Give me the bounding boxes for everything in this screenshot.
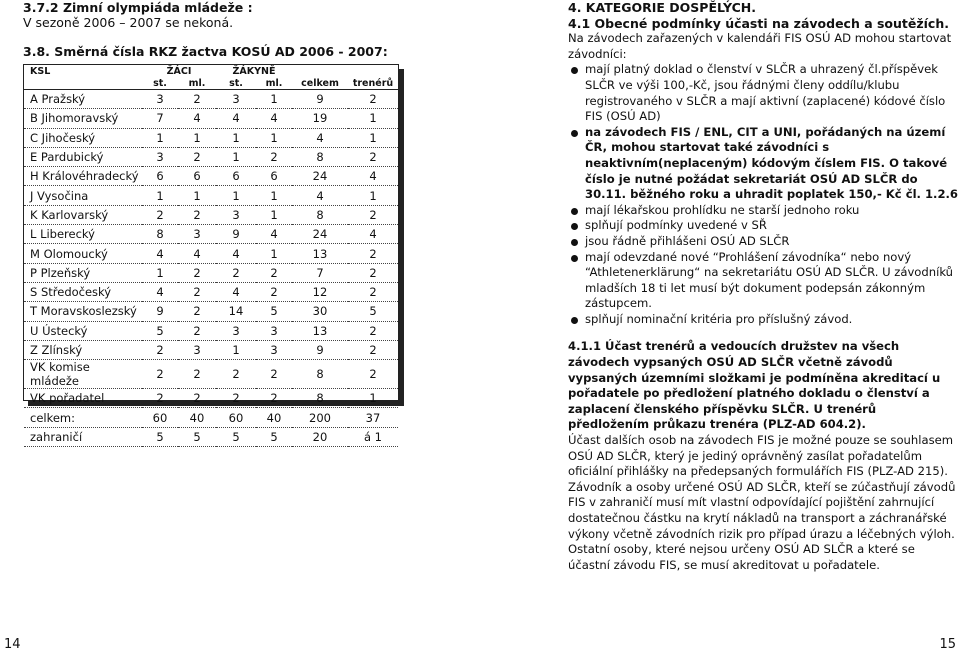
row-value: 60: [142, 408, 178, 427]
row-label: U Ústecký: [24, 321, 142, 340]
table-row: [24, 321, 398, 340]
row-value: 5: [256, 427, 292, 446]
row-value: 4: [292, 128, 348, 147]
row-value: 1: [142, 186, 178, 205]
table-row: [24, 109, 398, 128]
row-value: 2: [142, 360, 178, 389]
table-row: [24, 147, 398, 166]
row-value: 1: [142, 263, 178, 282]
row-value: á 1: [348, 427, 398, 446]
header-celkem: celkem: [292, 77, 348, 90]
row-value: 4: [348, 225, 398, 244]
row-value: 3: [216, 321, 256, 340]
row-value: 1: [216, 186, 256, 205]
row-value: 4: [216, 244, 256, 263]
table-row: [24, 128, 398, 147]
row-value: 2: [216, 389, 256, 408]
quota-table-box: [23, 64, 402, 444]
header-zaci: ŽÁCI: [166, 65, 192, 77]
table-row: [24, 263, 398, 282]
row-value: 7: [142, 109, 178, 128]
row-value: 2: [348, 360, 398, 389]
row-value: 4: [178, 109, 216, 128]
row-label: J Vysočina: [24, 186, 142, 205]
row-value: 5: [178, 427, 216, 446]
row-value: 1: [348, 186, 398, 205]
row-value: 9: [292, 340, 348, 359]
row-value: 2: [178, 263, 216, 282]
table-row: [24, 427, 398, 446]
row-value: 2: [178, 360, 216, 389]
row-value: 2: [178, 389, 216, 408]
section-heading-3-7-2: 3.7.2 Zimní olympiáda mládeže :: [23, 0, 253, 15]
row-value: 200: [292, 408, 348, 427]
bullet-item: splňují podmínky uvedené v SŘ: [568, 218, 960, 234]
row-value: 1: [216, 147, 256, 166]
row-label: VK pořadatel: [24, 389, 142, 408]
paragraph: Ostatní osoby, které nejsou určeny OSÚ AD SLČR a které se účastní závodu FIS, se musí akreditovat u pořadatele.: [568, 542, 915, 572]
table-row: [24, 340, 398, 359]
table-row: [24, 186, 398, 205]
row-value: 2: [142, 340, 178, 359]
row-value: 2: [178, 302, 216, 321]
row-label: E Pardubický: [24, 147, 142, 166]
row-value: 1: [348, 128, 398, 147]
row-value: 37: [348, 408, 398, 427]
row-value: 4: [256, 109, 292, 128]
row-label: VK komise mládeže: [24, 360, 142, 389]
row-value: 2: [178, 90, 216, 109]
row-value: 24: [292, 225, 348, 244]
table-body: [24, 90, 398, 447]
row-label: P Plzeňský: [24, 263, 142, 282]
quota-table: [23, 64, 399, 444]
row-value: 6: [142, 167, 178, 186]
row-label: K Karlovarský: [24, 205, 142, 224]
table-row: [24, 205, 398, 224]
row-value: 2: [348, 205, 398, 224]
row-value: 2: [178, 282, 216, 301]
section-title-4-1: 4.1 Obecné podmínky účasti na závodech a soutěžích.: [568, 15, 949, 31]
table-row: [24, 408, 398, 427]
row-value: 40: [256, 408, 292, 427]
row-label: M Olomoucký: [24, 244, 142, 263]
row-value: 8: [142, 225, 178, 244]
row-label: B Jihomoravský: [24, 109, 142, 128]
paragraph: Účast dalších osob na závodech FIS je možné pouze se souhlasem OSÚ AD SLČR, který je jediný oprávněný zasílat pořadatelům oficiální přihlášky na předepsaných formulářích FIS (PLZ-AD 215).: [568, 433, 954, 479]
row-value: 8: [292, 360, 348, 389]
row-value: 14: [216, 302, 256, 321]
row-value: 3: [256, 321, 292, 340]
row-value: 13: [292, 244, 348, 263]
row-value: 1: [348, 109, 398, 128]
row-value: 9: [142, 302, 178, 321]
row-value: 3: [256, 340, 292, 359]
row-value: 8: [292, 147, 348, 166]
section-heading-3-8: 3.8. Směrná čísla RKZ žactva KOSÚ AD 2006 - 2007:: [23, 44, 388, 59]
row-value: 5: [142, 321, 178, 340]
row-value: 3: [142, 147, 178, 166]
row-value: 2: [256, 147, 292, 166]
row-value: 7: [292, 263, 348, 282]
row-value: 24: [292, 167, 348, 186]
row-value: 4: [178, 244, 216, 263]
table-row: [24, 360, 398, 389]
bullet-item: mají odevzdané nové “Prohlášení závodníka“ nebo nový “Athletenerklärung“ na sekretariátu OSÚ AD SLČR. U závodníků mladších 18 ti let musí být dokument podepsán zákonným zástupcem.: [568, 250, 960, 312]
row-value: 2: [348, 321, 398, 340]
bullet-item: splňují nominační kritéria pro příslušný závod.: [568, 312, 960, 328]
row-value: 2: [348, 282, 398, 301]
bullet-item: mají platný doklad o členství v SLČR a uhrazený čl.příspěvek SLČR ve výši 100,-Kč, jsou řádnými členy oddílu/klubu registrovaného v SLČR a mají aktivní (zaplacené) kódové číslo FIS (OSÚ AD): [568, 62, 960, 124]
row-value: 4: [256, 225, 292, 244]
table-row: [24, 225, 398, 244]
row-value: 5: [216, 427, 256, 446]
row-value: 2: [178, 321, 216, 340]
row-value: 1: [216, 340, 256, 359]
left-column: [23, 0, 408, 59]
row-label: Z Zlínský: [24, 340, 142, 359]
row-value: 20: [292, 427, 348, 446]
header-st: st.: [142, 77, 178, 90]
row-value: 5: [142, 427, 178, 446]
row-label: H Královéhradecký: [24, 167, 142, 186]
row-value: 3: [178, 225, 216, 244]
row-label: A Pražský: [24, 90, 142, 109]
row-value: 4: [292, 186, 348, 205]
row-label: C Jihočeský: [24, 128, 142, 147]
row-value: 9: [292, 90, 348, 109]
row-value: 2: [256, 282, 292, 301]
row-value: 2: [348, 90, 398, 109]
row-label: S Středočeský: [24, 282, 142, 301]
table-row: [24, 90, 398, 109]
header-ksl: KSL: [30, 65, 51, 77]
row-value: 1: [256, 205, 292, 224]
row-value: 3: [178, 340, 216, 359]
row-value: 19: [292, 109, 348, 128]
row-value: 1: [142, 128, 178, 147]
row-value: 30: [292, 302, 348, 321]
bullet-item: mají lékařskou prohlídku ne starší jednoho roku: [568, 203, 960, 219]
header-ml: ml.: [256, 77, 292, 90]
row-value: 4: [142, 282, 178, 301]
row-value: 4: [348, 167, 398, 186]
row-value: 60: [216, 408, 256, 427]
page-number-right: 15: [939, 637, 956, 652]
row-value: 1: [256, 128, 292, 147]
section-4-1-1: 4.1.1 Účast trenérů a vedoucích družstev na všech závodech vypsaných OSÚ AD SLČR včetně závodů vypsaných územními složkami je podmíněna akreditací u pořadatele po předložení platného dokladu o členství a zaplacení členského příspěvku SLČR. U trenérů předložením průkazu trenéra (PLZ-AD 604.2).: [568, 339, 941, 432]
bullet-item: na závodech FIS / ENL, CIT a UNI, pořádaných na území ČR, mohou startovat také závodníci s neaktivním(neplaceným) kódovým číslem FIS. O takové číslo je nutné požádat sekretariát OSÚ AD SLČR do 30.11. běžného roku a uhradit poplatek 150,- Kč čl. 1.2.6: [568, 125, 960, 203]
bullet-item: jsou řádně přihlášeni OSÚ AD SLČR: [568, 234, 960, 250]
row-value: 6: [216, 167, 256, 186]
page-number-left: 14: [4, 637, 21, 652]
row-value: 2: [256, 263, 292, 282]
row-label: T Moravskoslezský: [24, 302, 142, 321]
row-value: 2: [256, 360, 292, 389]
section-heading-3-7-2-note: V sezoně 2006 – 2007 se nekoná.: [23, 15, 234, 30]
row-value: 4: [142, 244, 178, 263]
row-value: 6: [178, 167, 216, 186]
row-value: 2: [348, 263, 398, 282]
row-value: 2: [142, 205, 178, 224]
header-st: st.: [216, 77, 256, 90]
row-value: 13: [292, 321, 348, 340]
row-value: 1: [178, 186, 216, 205]
row-value: 1: [178, 128, 216, 147]
row-label: celkem:: [24, 408, 142, 427]
table-row: [24, 282, 398, 301]
row-value: 2: [178, 205, 216, 224]
row-value: 5: [256, 302, 292, 321]
row-value: 8: [292, 205, 348, 224]
row-value: 4: [216, 282, 256, 301]
row-value: 5: [348, 302, 398, 321]
row-value: 3: [216, 90, 256, 109]
row-value: 1: [256, 186, 292, 205]
row-value: 1: [256, 90, 292, 109]
row-label: zahraničí: [24, 427, 142, 446]
header-treneru: trenérů: [348, 77, 398, 90]
right-column: [568, 0, 960, 573]
header-ml: ml.: [178, 77, 216, 90]
table-row: [24, 167, 398, 186]
intro-paragraph: Na závodech zařazených v kalendáři FIS OSÚ AD mohou startovat závodníci:: [568, 31, 952, 61]
paragraph: Závodník a osoby určené OSÚ AD SLČR, kteří se zúčastňují závodů FIS v zahraničí musí mít vlastní odpovídající pojištění zahrnující dostatečnou částku na krytí nákladů na transport a záchranářské výkony včetně závodních rizik pro případ úrazu a léčebných výloh.: [568, 479, 956, 541]
row-value: 2: [348, 147, 398, 166]
row-value: 12: [292, 282, 348, 301]
row-value: 2: [216, 263, 256, 282]
row-value: 3: [142, 90, 178, 109]
row-value: 1: [216, 128, 256, 147]
row-value: 2: [256, 389, 292, 408]
row-value: 2: [178, 147, 216, 166]
row-value: 40: [178, 408, 216, 427]
header-zakyne: ŽÁKYNĚ: [232, 65, 276, 77]
row-value: 1: [348, 389, 398, 408]
section-title-4: 4. KATEGORIE DOSPĚLÝCH.: [568, 0, 757, 15]
row-value: 2: [348, 244, 398, 263]
row-value: 3: [216, 205, 256, 224]
row-label: L Liberecký: [24, 225, 142, 244]
row-value: 2: [348, 340, 398, 359]
row-value: 9: [216, 225, 256, 244]
table-row: [24, 389, 398, 408]
table-row: [24, 302, 398, 321]
row-value: 8: [292, 389, 348, 408]
row-value: 6: [256, 167, 292, 186]
table-row: [24, 244, 398, 263]
row-value: 4: [216, 109, 256, 128]
row-value: 1: [256, 244, 292, 263]
row-value: 2: [142, 389, 178, 408]
row-value: 2: [216, 360, 256, 389]
